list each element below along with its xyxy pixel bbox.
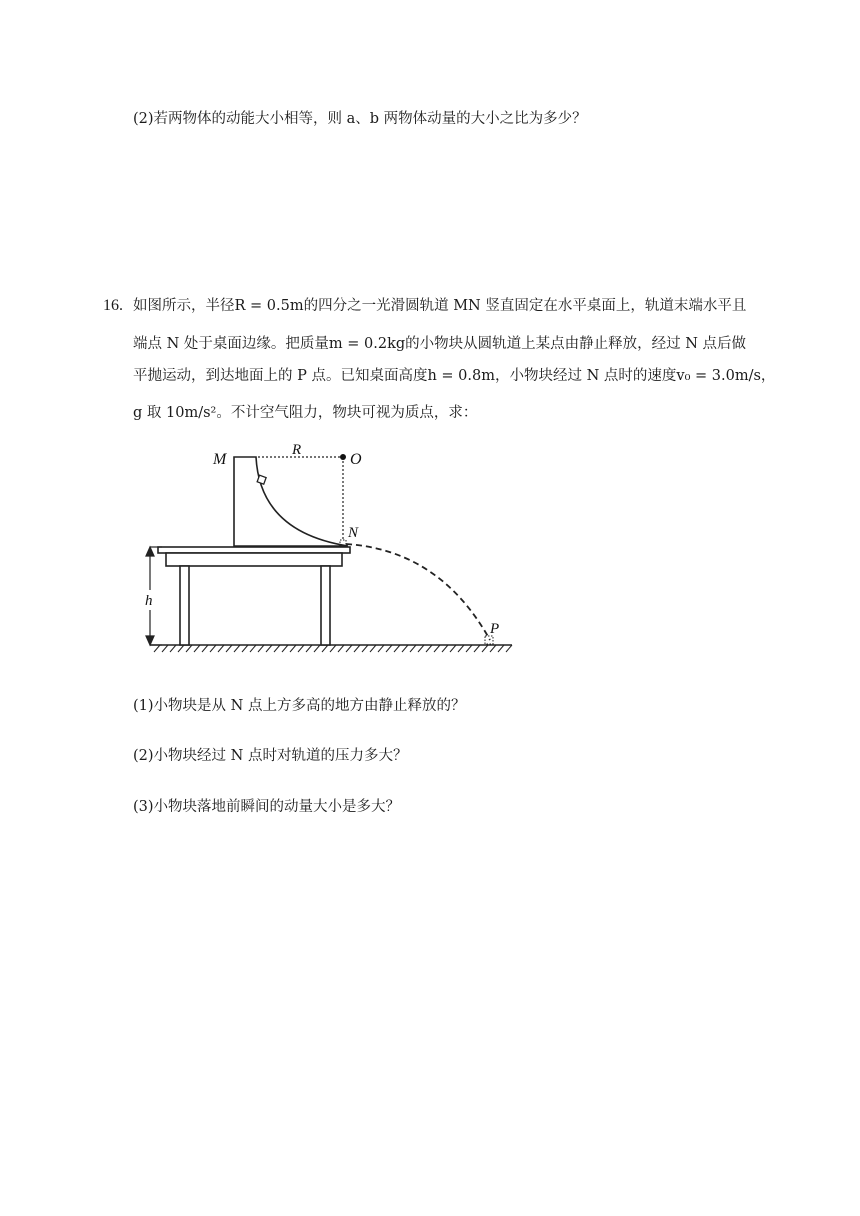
label-h: h	[145, 593, 153, 609]
label-O: O	[350, 451, 362, 468]
label-P: P	[490, 621, 500, 637]
label-M: M	[213, 451, 227, 468]
prev-question-part2: (2)若两物体的动能大小相等，则 a、b 两物体动量的大小之比为多少？	[133, 111, 587, 127]
table	[158, 547, 350, 645]
sub-question-1: (1)小物块是从 N 点上方多高的地方由静止释放的？	[133, 698, 466, 714]
label-R: R	[292, 442, 302, 458]
physics-diagram	[140, 440, 520, 664]
center-point-O	[340, 454, 346, 460]
question-text-line-1: 如图所示，半径R = 0.5m的四分之一光滑圆轨道 MN 竖直固定在水平桌面上，轨道末端水平且	[133, 298, 747, 314]
question-text-line-3: 平抛运动，到达地面上的 P 点。已知桌面高度h = 0.8m，小物块经过 N 点时的速度v₀ = 3.0m/s，	[133, 368, 776, 384]
label-N: N	[348, 525, 359, 541]
sub-question-3: (3)小物块落地前瞬间的动量大小是多大？	[133, 799, 401, 815]
trajectory	[346, 544, 490, 640]
small-block	[257, 475, 266, 484]
question-number: 16.	[103, 297, 123, 314]
ground	[150, 645, 512, 652]
question-text-line-2: 端点 N 处于桌面边缘。把质量m = 0.2kg的小物块从圆轨道上某点由静止释放，经过 N 点后做	[133, 336, 747, 352]
question-text-line-4: g 取 10m/s²。不计空气阻力，物块可视为质点，求：	[133, 405, 478, 421]
circular-track	[234, 457, 348, 546]
sub-question-2: (2)小物块经过 N 点时对轨道的压力多大？	[133, 748, 408, 764]
